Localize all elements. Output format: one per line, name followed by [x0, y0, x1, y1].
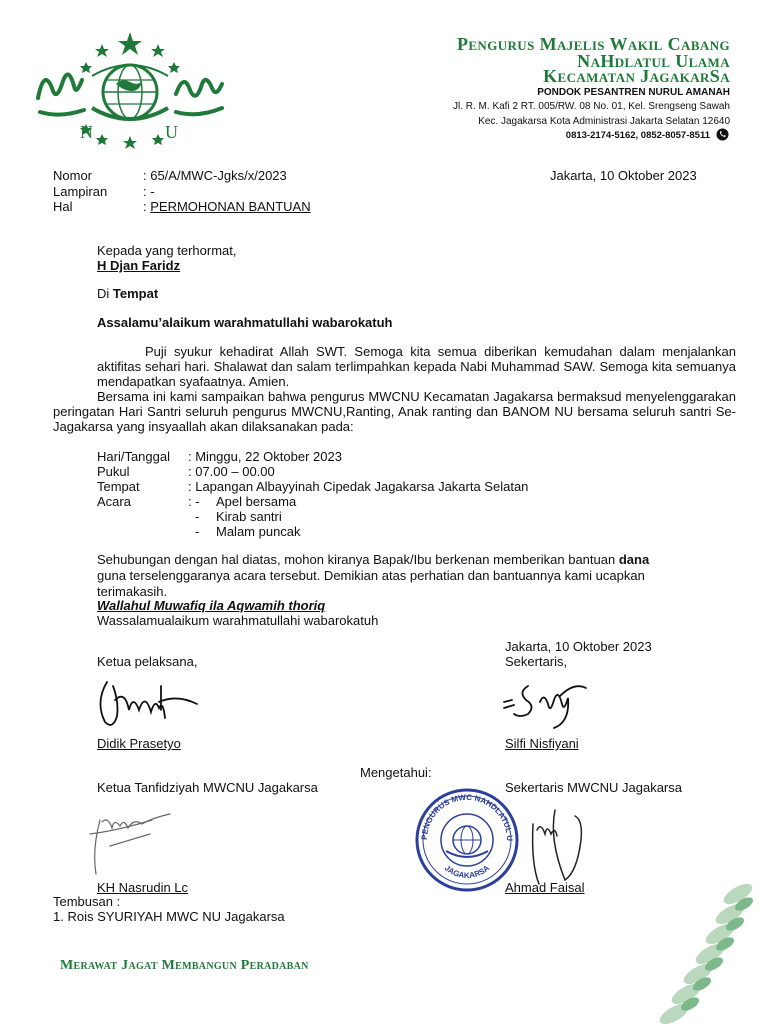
signature-ahmad	[515, 800, 600, 890]
nomor-label: Nomor	[53, 168, 93, 183]
hal-label: Hal	[53, 199, 73, 214]
whatsapp-icon	[716, 128, 729, 141]
recipient-place	[97, 286, 158, 301]
stamp-bottom-text: JAGAKARSA	[442, 863, 492, 881]
logo-letter-u: U	[165, 122, 178, 142]
sekertaris-mwcnu-name: Ahmad Faisal	[505, 880, 585, 895]
hal-value: PERMOHONAN BANTUAN	[150, 199, 311, 214]
closing-salam: Wassalamualaikum warahmatullahi wabarokatuh	[97, 613, 379, 628]
address-line1: Jl. R. M. Kafi 2 RT. 005/RW. 08 No. 01, Kel. Srengseng Sawah	[453, 101, 730, 112]
hal-colon: :	[143, 199, 151, 214]
ketua-tanfidziyah-name: KH Nasrudin Lc	[97, 880, 189, 895]
logo-letter-n: N	[80, 122, 93, 142]
rope-decoration-icon	[640, 880, 768, 1024]
recipient-greeting: Kepada yang terhormat,	[97, 243, 237, 258]
tembusan-item-1: 1. Rois SYURIYAH MWC NU Jagakarsa	[53, 909, 285, 924]
tempat-text: Tempat	[112, 286, 159, 301]
address-line2: Kec. Jagakarsa Kota Administrasi Jakarta Selatan 12640	[478, 116, 730, 127]
sekretaris-title: Sekertaris,	[505, 654, 568, 669]
pukul-label: Pukul	[97, 464, 130, 479]
acara-dash-3: -	[195, 524, 200, 539]
p3-after: guna terselenggaranya acara tersebut. Demikian atas perhatian dan bantuannya kami ucapkan terimakasih.	[97, 568, 645, 599]
acara-dash-2: -	[195, 509, 200, 524]
sekretaris-name: Silfi Nisfiyani	[505, 736, 579, 751]
nomor-value: : 65/A/MWC-Jgks/x/2023	[143, 168, 287, 183]
paragraph-1: Puji syukur kehadirat Allah SWT. Semoga kita semua diberikan kemudahan dalam menjalankan aktifitas sehari hari. Shalawat dan salam terlimpahkan kepada Nabi Muhammad SAW. Semoga kita semuanya mendapatkan syafaatnya. Amien.	[97, 344, 736, 389]
acara-label: Acara	[97, 494, 131, 509]
signature-silfi	[500, 672, 595, 732]
org-title-line2: NaHdlatul Ulama	[577, 51, 730, 71]
nu-logo	[30, 28, 230, 158]
recipient-name: H Djan Faridz	[97, 258, 181, 273]
footer-tagline: Merawat Jagat Membangun Peradaban	[60, 958, 309, 973]
di-text: Di	[97, 286, 113, 301]
p3-before: Sehubungan dengan hal diatas, mohon kiranya Bapak/Ibu berkenan memberikan bantuan	[97, 552, 619, 567]
acara-item-2: Kirab santri	[216, 509, 282, 524]
official-stamp-icon	[412, 785, 522, 895]
ketua-pelaksana-title: Ketua pelaksana,	[97, 654, 198, 669]
hal-value-row	[143, 199, 311, 214]
signature-didik	[95, 672, 200, 732]
sekertaris-mwcnu-title: Sekertaris MWCNU Jagakarsa	[505, 780, 682, 795]
acara-item-3: Malam puncak	[216, 524, 301, 539]
signature-date: Jakarta, 10 Oktober 2023	[505, 639, 652, 654]
tempat-label: Tempat	[97, 479, 140, 494]
hari-value: : Minggu, 22 Oktober 2023	[188, 449, 342, 464]
ketua-tanfidziyah-title: Ketua Tanfidziyah MWCNU Jagakarsa	[97, 780, 318, 795]
pesantren-name: PONDOK PESANTREN NURUL AMANAH	[537, 87, 730, 98]
signature-nasrudin	[80, 800, 200, 880]
org-title-line1: Pengurus Majelis Wakil Cabang	[456, 34, 730, 54]
tembusan-label: Tembusan :	[53, 894, 121, 909]
org-title-line3: Kecamatan JagakarSa	[543, 66, 730, 86]
nu-globe-logo-icon	[30, 28, 230, 158]
ketua-pelaksana-name: Didik Prasetyo	[97, 736, 181, 751]
paragraph-3	[97, 552, 677, 600]
opening-salam: Assalamu’alaikum warahmatullahi wabarokatuh	[97, 315, 393, 330]
phone-numbers: 0813-2174-5162, 0852-8057-8511	[565, 130, 710, 141]
mengetahui: Mengetahui:	[360, 765, 432, 780]
closing-italic: Wallahul Muwafiq ila Aqwamih thoriq	[97, 598, 326, 613]
hari-label: Hari/Tanggal	[97, 449, 170, 464]
pukul-value: : 07.00 – 00.00	[188, 464, 275, 479]
acara-item-1: Apel bersama	[216, 494, 297, 509]
paragraph-2: Bersama ini kami sampaikan bahwa pengurus MWCNU Kecamatan Jagakarsa bermaksud menyelenggarakan peringatan Hari Santri seluruh pengurus MWCNU,Ranting, Anak ranting dan BANOM NU bersama seluruh santri Se-Jagakarsa yang insyaallah akan dilaksanakan pada:	[53, 389, 736, 434]
acara-colon: : -	[188, 494, 200, 509]
lampiran-label: Lampiran	[53, 184, 108, 199]
p3-bold: dana	[618, 552, 650, 567]
letter-date: Jakarta, 10 Oktober 2023	[550, 168, 697, 183]
tempat-value: : Lapangan Albayyinah Cipedak Jagakarsa Jakarta Selatan	[188, 479, 529, 494]
stamp-top-text: PENGURUS MWC NAHDLATUL U	[419, 792, 515, 842]
lampiran-value: : -	[143, 184, 155, 199]
